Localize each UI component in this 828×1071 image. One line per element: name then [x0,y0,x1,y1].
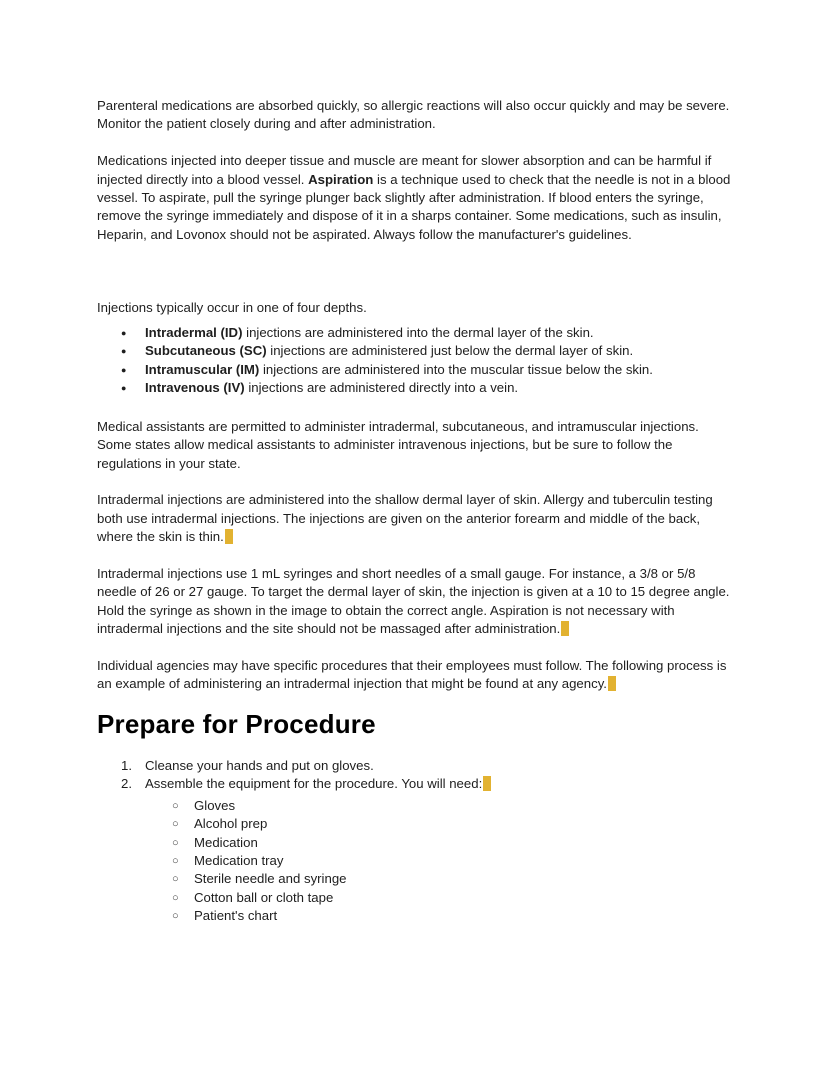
list-item [97,889,733,907]
paragraph-gap [97,399,733,417]
text-run: Gloves [194,797,236,813]
list-number: 2. [121,776,132,792]
list-item [97,775,733,793]
highlight-marker [483,776,491,791]
hollow-bullet-icon: ○ [172,836,179,849]
paragraph-gap [97,244,733,299]
bold-text: Aspiration [308,171,374,187]
hollow-bullet-icon: ○ [172,799,179,812]
bold-text: Intravenous (IV) [145,380,245,396]
para-intradermal-technique [97,565,733,639]
text-run: Intradermal injections use 1 mL syringes and short needles of a small gauge. For instance, a 3/8 or 5/8 needle of 26 or 27 gauge. To target the dermal layer of skin, the injection is given at a 10 to 15 degree angle. Hold the syringe as shown in the image to obtain the correct angle. Aspiration is not necessary with intradermal injections and the site should not be massaged after administration. [97,566,730,637]
text-run: Sterile needle and syringe [194,871,347,887]
bullet-list-equipment [97,797,733,926]
highlight-marker [608,676,616,691]
list-item-text [145,379,733,397]
hollow-bullet-icon: ○ [172,818,179,831]
list-item [97,379,733,397]
para-injection-depths-intro [97,299,733,317]
list-item [97,324,733,342]
highlight-marker [561,621,569,636]
text-run: Assemble the equipment for the procedure. You will need: [145,776,483,792]
list-item-text [194,852,733,870]
document-content [97,97,733,926]
text-run: Medications injected into deeper tissue and muscle are meant for slower absorption and can be harmful if injected directly into a blood vessel. [97,153,712,187]
text-run: Parenteral medications are absorbed quickly, so allergic reactions will also occur quickly and may be severe. Monitor the patient closely during and after administration. [97,98,730,132]
list-item-text [194,834,733,852]
list-item [97,834,733,852]
list-item [97,852,733,870]
para-intradermal-sites [97,491,733,546]
paragraph-gap [97,473,733,491]
text-run: Intradermal injections are administered into the shallow dermal layer of skin. Allergy and tuberculin testing both use intradermal injections. The injections are given on the anterior forearm and middle of the back, where the skin is thin. [97,492,713,545]
list-item-text [194,889,733,907]
hollow-bullet-icon: ○ [172,854,179,867]
list-item-text [194,797,733,815]
list-number: 1. [121,757,132,773]
list-item [97,870,733,888]
text-run: Individual agencies may have specific procedures that their employees must follow. The following process is an example of administering an intradermal injection that might be found at any agency. [97,658,727,692]
bold-text: Intramuscular (IM) [145,361,260,377]
bullet-icon: ● [121,364,127,375]
highlight-marker [225,529,233,544]
list-item [97,815,733,833]
bullet-icon: ● [121,327,127,338]
text-run: Cotton ball or cloth tape [194,889,334,905]
list-item-text [145,361,733,379]
bullet-icon: ● [121,383,127,394]
list-item [97,361,733,379]
list-item-text [145,324,733,342]
bullet-list-injection-depths [97,324,733,398]
text-run: Medication [194,834,258,850]
list-item-text [194,907,733,925]
paragraph-gap [97,547,733,565]
text-run: Alcohol prep [194,816,268,832]
hollow-bullet-icon: ○ [172,891,179,904]
text-run: is a technique used to check that the needle is not in a blood vessel. To aspirate, pull the syringe plunger back slightly after administration. If blood enters the syringe, remove the syringe immediately and dispose of it in a sharps container. Some medications, such as insulin, Heparin, and Lovonox should not be aspirated. Always follow the manufacturer's guidelines. [97,171,731,242]
ordered-list-procedure-steps [97,757,733,794]
paragraph-gap [97,639,733,657]
bullet-icon: ● [121,346,127,357]
list-item-text [145,757,733,775]
text-run: Patient's chart [194,908,278,924]
text-run: Cleanse your hands and put on gloves. [145,757,374,773]
paragraph-gap [97,134,733,152]
list-item [97,797,733,815]
hollow-bullet-icon: ○ [172,873,179,886]
text-run: injections are administered into the dermal layer of the skin. [242,324,594,340]
para-parenteral-absorption [97,97,733,134]
bold-text: Intradermal (ID) [145,324,243,340]
text-run: injections are administered into the muscular tissue below the skin. [259,361,653,377]
list-item [97,757,733,775]
list-item-text [145,775,733,793]
text-run: Medication tray [194,852,284,868]
para-medical-assistant-permissions [97,418,733,473]
text-run: Injections typically occur in one of four depths. [97,300,367,316]
para-agency-procedures [97,657,733,694]
list-item-text [194,815,733,833]
hollow-bullet-icon: ○ [172,910,179,923]
list-item [97,907,733,925]
list-item [97,342,733,360]
text-run: injections are administered directly into a vein. [244,380,519,396]
text-run: Medical assistants are permitted to administer intradermal, subcutaneous, and intramuscular injections. Some states allow medical assistants to administer intravenous injections, but be sure to follow the regulations in your state. [97,418,699,471]
heading-prepare-for-procedure: Prepare for Procedure [97,708,376,739]
bold-text: Subcutaneous (SC) [145,343,267,359]
text-run: injections are administered just below the dermal layer of skin. [266,343,634,359]
para-aspiration [97,152,733,244]
list-item-text [145,342,733,360]
list-item-text [194,870,733,888]
